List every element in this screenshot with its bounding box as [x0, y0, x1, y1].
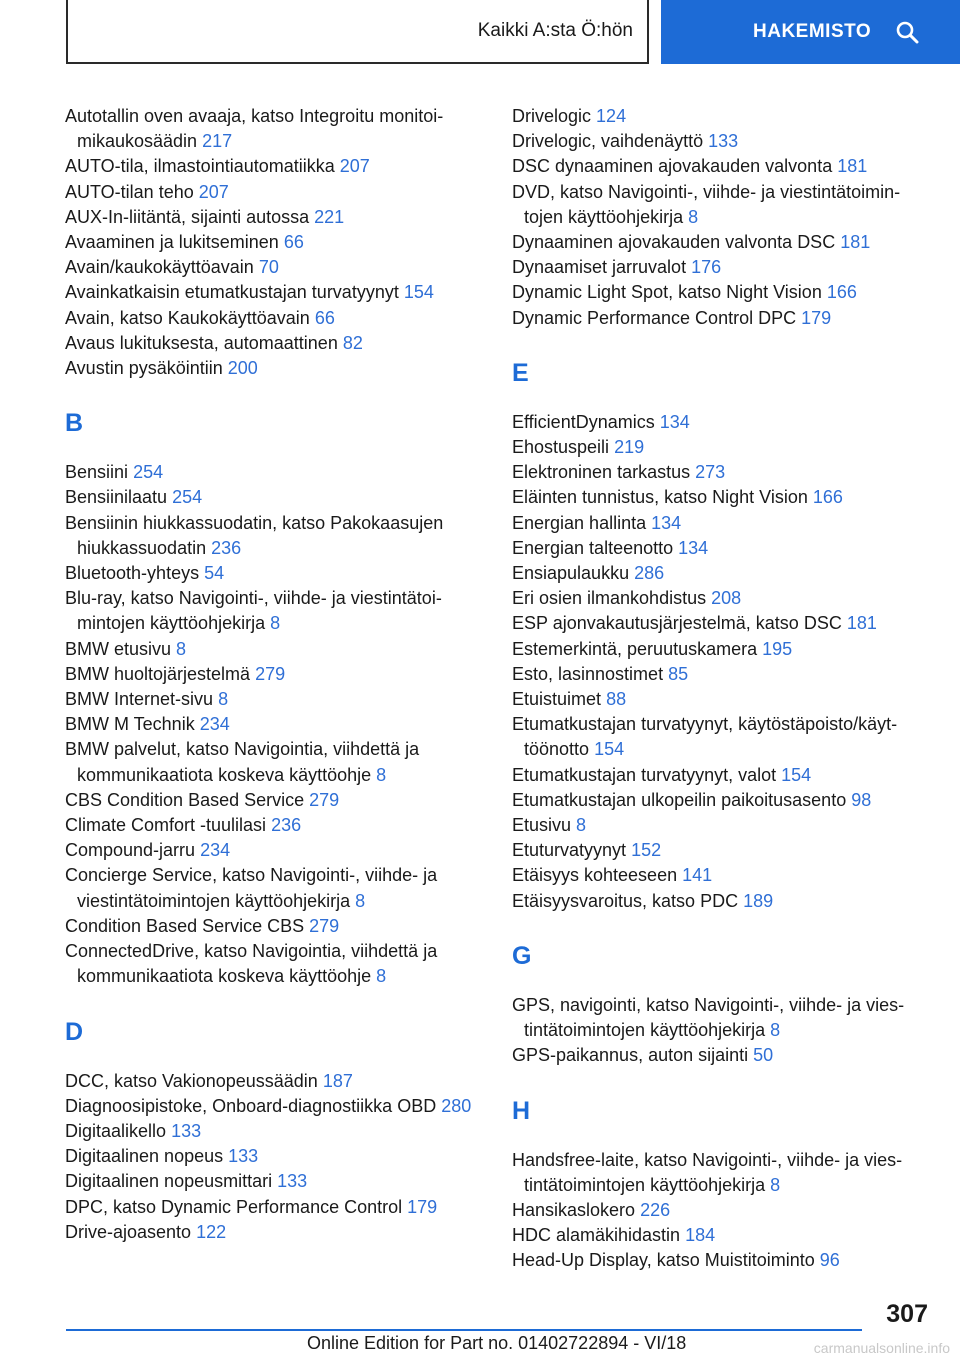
index-entry: [512, 763, 932, 788]
index-entry-page-link[interactable]: 154: [594, 739, 625, 760]
index-entry-text: BMW etusivu: [65, 638, 172, 659]
index-entry-text: Hansikaslokero: [512, 1199, 636, 1220]
index-entry-text: Elektroninen tarkastus: [512, 462, 691, 483]
index-entry-page-link[interactable]: 8: [355, 890, 366, 911]
index-letter-heading: B: [65, 409, 84, 438]
index-entry: [512, 611, 932, 636]
index-entry: [65, 280, 485, 305]
index-entry-page-link[interactable]: 134: [678, 537, 709, 558]
index-entry-text: Compound-jarru: [65, 840, 196, 861]
footer-edition-text: Online Edition for Part no. 01402722894 - VI/18: [307, 1333, 687, 1353]
index-entry-text: Avaaminen ja lukitseminen: [65, 232, 279, 253]
index-entry-text: ESP ajonvakautusjärjestelmä, katso DSC: [512, 613, 842, 634]
index-entry-text: ConnectedDrive, katso Navigointia, viihdettä ja kommunikaatiota koskeva käyttöohje: [65, 941, 438, 987]
index-entry: [512, 863, 932, 888]
index-entry: [65, 1169, 485, 1194]
index-entry: [65, 863, 485, 913]
index-entry-text: Climate Comfort -tuulilasi: [65, 815, 267, 836]
index-entry-page-link[interactable]: 279: [309, 915, 340, 936]
search-icon[interactable]: [895, 20, 919, 44]
index-entry: [65, 230, 485, 255]
index-entry-page-link[interactable]: 179: [407, 1196, 438, 1217]
index-entry-text: BMW Internet-sivu: [65, 689, 214, 710]
index-entry-text: DCC, katso Vakionopeussäädin: [65, 1070, 318, 1091]
index-entry-text: AUTO-tilan teho: [65, 181, 194, 202]
index-entry: [512, 154, 932, 179]
index-entry-page-link[interactable]: 133: [228, 1146, 259, 1167]
index-letter-heading: E: [512, 358, 529, 387]
index-entry-page-link[interactable]: 8: [376, 764, 387, 785]
index-entry-text: Bensiinin hiukkassuodatin, katso Pakokaasujen hiukkassuodatin: [65, 512, 444, 558]
index-entry: [65, 662, 485, 687]
index-entry-text: Etäisyys kohteeseen: [512, 865, 678, 886]
index-entry-page-link[interactable]: 279: [309, 789, 340, 810]
index-entry-page-link[interactable]: 133: [171, 1120, 202, 1141]
index-entry: [512, 1043, 932, 1068]
index-entry-page-link[interactable]: 154: [403, 282, 434, 303]
index-entry-page-link[interactable]: 236: [211, 537, 242, 558]
index-entry-page-link[interactable]: 8: [770, 1020, 781, 1041]
index-entry-page-link[interactable]: 54: [204, 563, 225, 584]
index-entry-page-link[interactable]: 122: [196, 1221, 227, 1242]
index-entry-page-link[interactable]: 234: [200, 840, 231, 861]
index-entry: [65, 813, 485, 838]
index-entry-page-link[interactable]: 8: [576, 815, 587, 836]
index-entry: [512, 230, 932, 255]
index-entry-page-link[interactable]: 82: [342, 332, 363, 353]
index-entry: [512, 255, 932, 280]
index-entry-text: DPC, katso Dynamic Performance Control: [65, 1196, 403, 1217]
index-entry-text: Esto, lasinnostimet: [512, 663, 664, 684]
index-entry: [512, 662, 932, 687]
index-entry-text: Avaus lukituksesta, automaattinen: [65, 332, 338, 353]
index-entry-page-link[interactable]: 208: [711, 588, 742, 609]
index-entry-text: Ensiapulaukku: [512, 563, 630, 584]
index-entry: [65, 1119, 485, 1144]
index-entry: [65, 485, 485, 510]
index-entry-text: Bensiinilaatu: [65, 487, 168, 508]
index-entry: [65, 1069, 485, 1094]
index-entry-text: Etuistuimet: [512, 689, 602, 710]
index-entry: [512, 1248, 932, 1273]
index-entry: [65, 331, 485, 356]
index-entry-text: Dynamic Performance Control DPC: [512, 307, 797, 328]
index-entry-text: Digitaalinen nopeus: [65, 1146, 224, 1167]
index-entry: [65, 1144, 485, 1169]
index-entry-text: Avain/kaukokäyttöavain: [65, 257, 254, 278]
index-column-right: [512, 104, 932, 1274]
index-entry-page-link[interactable]: 254: [133, 462, 164, 483]
index-entry: [512, 838, 932, 863]
index-entry-text: Etuturvatyynyt: [512, 840, 627, 861]
index-entry-text: Etumatkustajan ulkopeilin paikoitusasento: [512, 789, 847, 810]
index-entry-text: Digitaalinen nopeusmittari: [65, 1171, 273, 1192]
index-entry-page-link[interactable]: 181: [840, 232, 871, 253]
index-entry: [512, 129, 932, 154]
index-entry-page-link[interactable]: 98: [851, 789, 872, 810]
index-entry: [512, 813, 932, 838]
index-entry: [65, 838, 485, 863]
index-entry-page-link[interactable]: 279: [255, 663, 286, 684]
index-entry-page-link[interactable]: 254: [172, 487, 203, 508]
index-entry-text: Autotallin oven avaaja, katso Integroitu monitoi‐mikaukosäädin: [65, 106, 444, 152]
index-entry-page-link[interactable]: 133: [277, 1171, 308, 1192]
index-entry-page-link[interactable]: 234: [199, 714, 230, 735]
index-column-left: [65, 104, 485, 1245]
index-entry-text: BMW huoltojärjestelmä: [65, 663, 251, 684]
index-entry: [65, 712, 485, 737]
index-entry-text: Eri osien ilmankohdistus: [512, 588, 707, 609]
index-entry-page-link[interactable]: 8: [218, 689, 229, 710]
index-entry-page-link[interactable]: 286: [634, 563, 665, 584]
index-entry-page-link[interactable]: 96: [819, 1250, 840, 1271]
index-entry-text: DSC dynaaminen ajovakauden valvonta: [512, 156, 833, 177]
index-entry: [512, 889, 932, 914]
index-entry-page-link[interactable]: 184: [685, 1225, 716, 1246]
index-entry-page-link[interactable]: 273: [695, 462, 726, 483]
index-entry-page-link[interactable]: 207: [198, 181, 229, 202]
index-entry-page-link[interactable]: 8: [376, 966, 387, 987]
index-entry: [512, 536, 932, 561]
index-entry-text: Blu-ray, katso Navigointi-, viihde- ja viestintätoi‐mintojen käyttöohjekirja: [65, 588, 442, 634]
index-entry-page-link[interactable]: 8: [270, 613, 281, 634]
index-entry: [65, 1195, 485, 1220]
watermark: carmanualsonline.info: [813, 1340, 950, 1356]
index-entry: [65, 586, 485, 636]
index-entry-page-link[interactable]: 179: [801, 307, 832, 328]
index-entry: [65, 788, 485, 813]
index-entry-text: Dynaamiset jarruvalot: [512, 257, 687, 278]
index-entry: [65, 1094, 485, 1119]
index-entry: [512, 104, 932, 129]
index-entry: [65, 306, 485, 331]
index-entry: [65, 637, 485, 662]
index-entry-text: GPS-paikannus, auton sijainti: [512, 1045, 749, 1066]
index-entry-text: Drivelogic: [512, 106, 592, 126]
index-entry-text: Etusivu: [512, 815, 572, 836]
index-entry: [65, 104, 485, 154]
index-entry-text: BMW palvelut, katso Navigointia, viihdettä ja kommunikaatiota koskeva käyttöohje: [65, 739, 420, 785]
index-entry-text: Etumatkustajan turvatyynyt, valot: [512, 764, 777, 785]
index-entry-text: Drivelogic, vaihdenäyttö: [512, 131, 704, 152]
index-entry-page-link[interactable]: 219: [614, 437, 645, 458]
index-entry-text: Etumatkustajan turvatyynyt, käytöstäpoisto/käyt‐töönotto: [512, 714, 898, 760]
index-entry: [65, 687, 485, 712]
index-entry-page-link[interactable]: 166: [826, 282, 857, 303]
page-number: 307: [886, 1300, 928, 1328]
index-letter-heading: G: [512, 941, 532, 970]
tab-index-label: HAKEMISTO: [753, 21, 872, 42]
index-entry-page-link[interactable]: 50: [753, 1045, 774, 1066]
index-entry: [65, 1220, 485, 1245]
index-entry-page-link[interactable]: 85: [668, 663, 689, 684]
index-entry: [512, 561, 932, 586]
index-entry-text: Handsfree-laite, katso Navigointi-, viihde- ja vies‐tintätoimintojen käyttöohjekirja: [512, 1149, 903, 1195]
index-entry-text: Diagnoosipistoke, Onboard-diagnostiikka OBD: [65, 1095, 437, 1116]
index-entry-text: Dynaaminen ajovakauden valvonta DSC: [512, 232, 836, 253]
index-entry-page-link[interactable]: 195: [762, 638, 793, 659]
index-entry-text: AUTO-tila, ilmastointiautomatiikka: [65, 156, 335, 177]
index-entry: [512, 788, 932, 813]
index-entry-page-link[interactable]: 181: [846, 613, 877, 634]
tab-all-a-to-o-label: Kaikki A:sta Ö:hön: [477, 20, 633, 41]
index-entry-text: GPS, navigointi, katso Navigointi-, viihde- ja vies‐tintätoimintojen käyttöohjekirja: [512, 994, 905, 1041]
index-entry: [512, 1223, 932, 1248]
index-entry-text: DVD, katso Navigointi-, viihde- ja viestintätoimin‐tojen käyttöohjekirja: [512, 181, 901, 227]
index-entry: [512, 435, 932, 460]
index-entry: [512, 637, 932, 662]
index-entry-page-link[interactable]: 8: [176, 638, 187, 659]
index-entry-page-link[interactable]: 166: [812, 487, 843, 508]
index-entry: [512, 1148, 932, 1198]
index-entry: [65, 255, 485, 280]
index-entry-text: BMW M Technik: [65, 714, 195, 735]
index-entry: [512, 280, 932, 305]
index-entry-page-link[interactable]: 8: [688, 206, 699, 227]
index-entry: [512, 687, 932, 712]
index-entry-text: HDC alamäkihidastin: [512, 1225, 681, 1246]
footer-divider: [66, 1329, 862, 1331]
index-entry-text: Condition Based Service CBS: [65, 915, 305, 936]
index-entry-page-link[interactable]: 217: [202, 131, 233, 152]
index-entry-text: Bluetooth-yhteys: [65, 563, 200, 584]
index-entry: [65, 561, 485, 586]
index-entry-page-link[interactable]: 66: [314, 307, 335, 328]
index-entry-page-link[interactable]: 133: [708, 131, 739, 152]
tab-all-a-to-o[interactable]: [66, 0, 649, 64]
index-letter-heading: D: [65, 1017, 84, 1046]
index-entry-page-link[interactable]: 200: [227, 358, 258, 379]
index-entry-text: Avustin pysäköintiin: [65, 358, 223, 379]
index-entry-page-link[interactable]: 187: [322, 1070, 353, 1091]
index-entry: [65, 154, 485, 179]
index-entry-text: EfficientDynamics: [512, 411, 655, 432]
index-entry: [512, 460, 932, 485]
tab-index[interactable]: [661, 0, 960, 64]
index-entry: [512, 712, 932, 762]
index-entry-page-link[interactable]: 181: [837, 156, 868, 177]
index-entry-text: Ehostuspeili: [512, 437, 610, 458]
index-entry-page-link[interactable]: 221: [314, 206, 345, 227]
index-entry-page-link[interactable]: 70: [258, 257, 279, 278]
index-entry-page-link[interactable]: 134: [659, 411, 690, 432]
index-entry-page-link[interactable]: 141: [682, 865, 713, 886]
index-entry-text: Energian hallinta: [512, 512, 647, 533]
index-entry: [512, 485, 932, 510]
index-entry-page-link[interactable]: 176: [691, 257, 722, 278]
index-entry-page-link[interactable]: 236: [271, 815, 302, 836]
index-entry-page-link[interactable]: 88: [606, 689, 627, 710]
index-entry-text: Head-Up Display, katso Muistitoiminto: [512, 1250, 815, 1271]
index-entry-text: Estemerkintä, peruutuskamera: [512, 638, 758, 659]
index-entry-page-link[interactable]: 189: [743, 890, 774, 911]
index-entry-text: Avain, katso Kaukokäyttöavain: [65, 307, 310, 328]
index-entry-text: Bensiini: [65, 462, 129, 483]
index-entry-page-link[interactable]: 134: [651, 512, 682, 533]
index-entry-text: Avainkatkaisin etumatkustajan turvatyynyt: [65, 282, 399, 303]
index-entry: [512, 306, 932, 331]
index-entry: [65, 180, 485, 205]
index-entry-page-link[interactable]: 207: [339, 156, 370, 177]
index-entry: [512, 586, 932, 611]
index-entry-page-link[interactable]: 280: [441, 1095, 472, 1116]
index-entry-text: Concierge Service, katso Navigointi-, viihde- ja viestintätoimintojen käyttöohjekirja: [65, 865, 438, 911]
index-entry-text: CBS Condition Based Service: [65, 789, 305, 810]
index-entry-text: AUX-In-liitäntä, sijainti autossa: [65, 206, 310, 227]
index-entry-page-link[interactable]: 8: [770, 1174, 781, 1195]
index-entry-page-link[interactable]: 124: [596, 106, 627, 126]
index-entry-page-link[interactable]: 66: [283, 232, 304, 253]
index-entry: [65, 460, 485, 485]
index-entry: [512, 511, 932, 536]
index-entry: [65, 737, 485, 787]
index-entry: [65, 939, 485, 989]
index-entry: [512, 1198, 932, 1223]
index-entry: [65, 511, 485, 561]
index-entry: [512, 410, 932, 435]
index-entry: [65, 205, 485, 230]
index-entry-text: Etäisyysvaroitus, katso PDC: [512, 890, 739, 911]
index-entry-page-link[interactable]: 152: [631, 840, 662, 861]
index-entry-page-link[interactable]: 154: [781, 764, 812, 785]
index-entry-text: Digitaalikello: [65, 1120, 167, 1141]
index-entry-page-link[interactable]: 226: [640, 1199, 671, 1220]
index-entry-text: Dynamic Light Spot, katso Night Vision: [512, 282, 822, 303]
index-entry-text: Energian talteenotto: [512, 537, 674, 558]
index-letter-heading: H: [512, 1096, 531, 1125]
index-entry: [512, 180, 932, 230]
index-entry: [512, 993, 932, 1043]
index-entry: [65, 356, 485, 381]
index-entry-text: Drive-ajoasento: [65, 1221, 192, 1242]
index-entry: [65, 914, 485, 939]
index-entry-text: Eläinten tunnistus, katso Night Vision: [512, 487, 808, 508]
